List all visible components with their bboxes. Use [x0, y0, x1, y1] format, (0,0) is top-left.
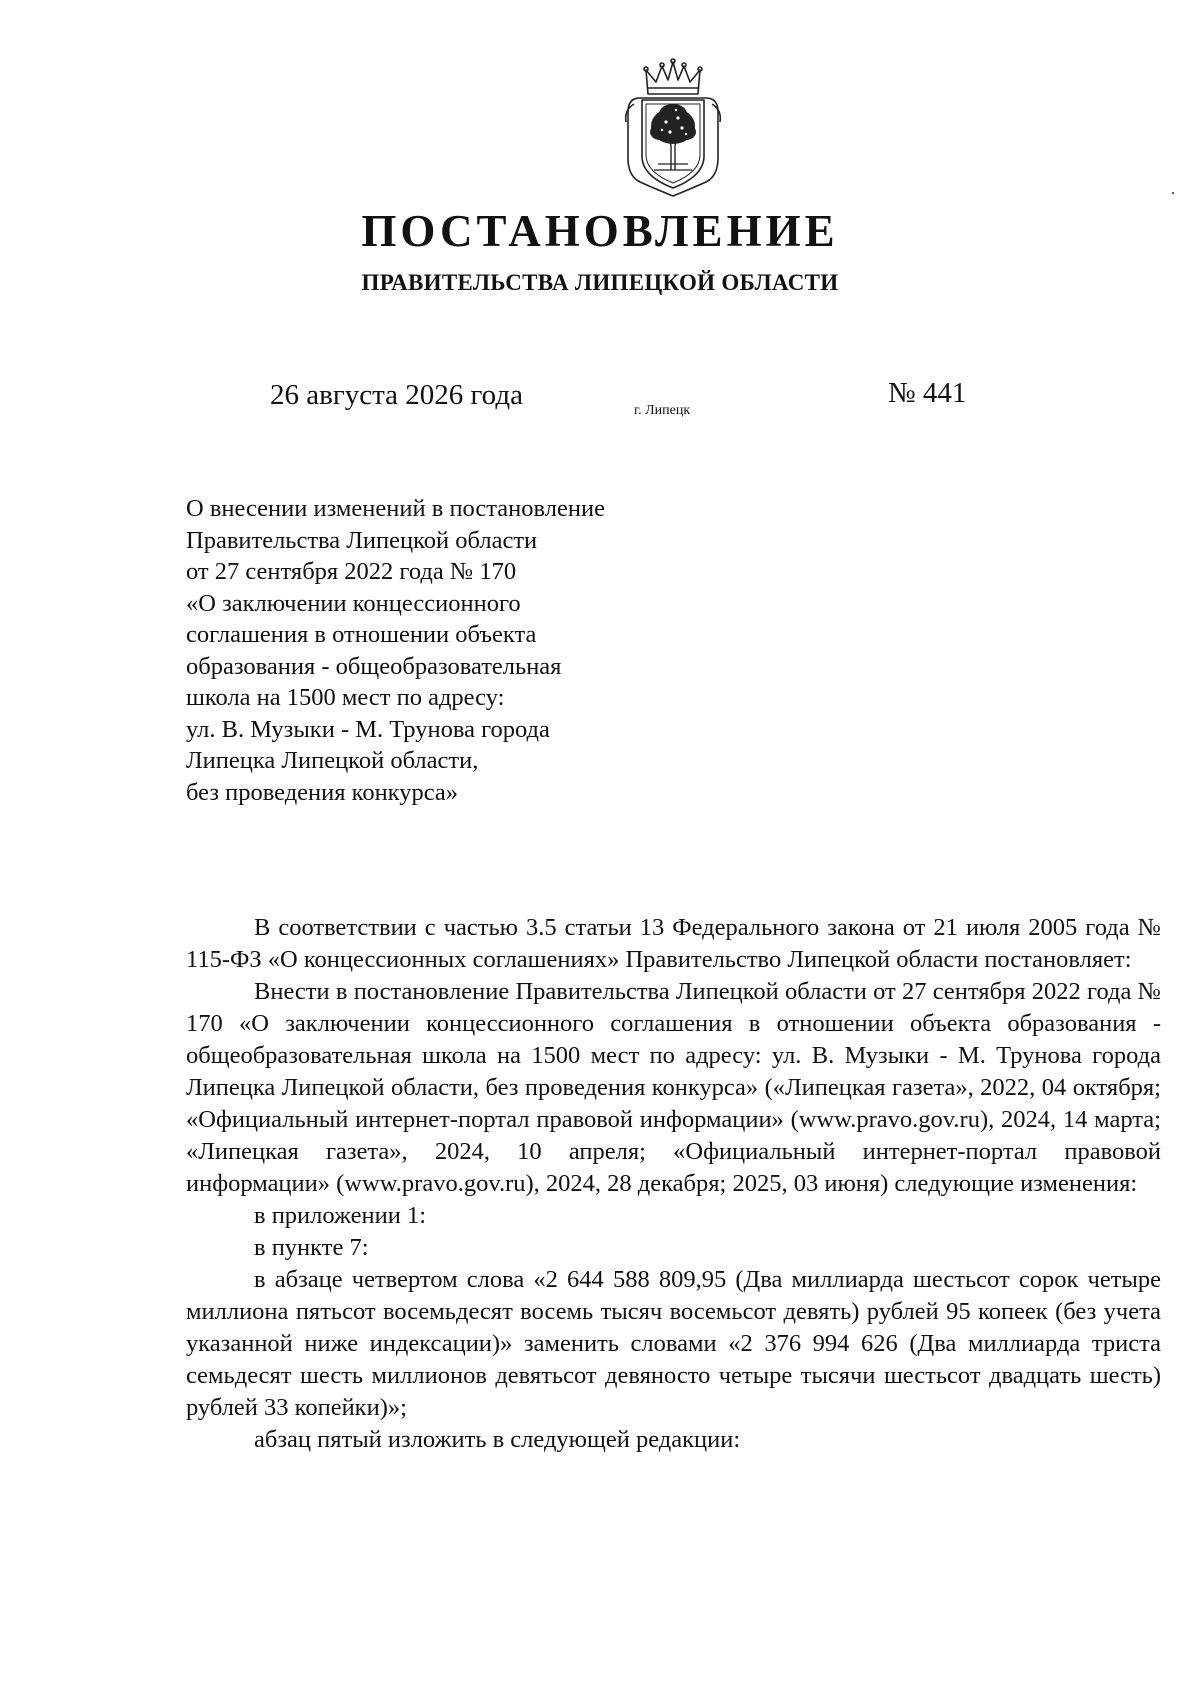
subject-line: от 27 сентября 2022 года № 170: [186, 558, 517, 585]
document-title: ПОСТАНОВЛЕНИЕ: [361, 206, 839, 256]
scan-speck: [1172, 192, 1174, 194]
document-body: [186, 912, 1161, 1456]
coat-of-arms-icon: [618, 58, 728, 200]
subject-line: образования - общеобразовательная: [186, 652, 562, 680]
subject-line: Липецка Липецкой области,: [186, 747, 479, 774]
subject-line: без проведения конкурса»: [186, 778, 459, 806]
subject-line: «О заключении концессионного: [186, 589, 521, 617]
body-paragraph: в абзаце четвертом слова «2 644 588 809,95 (Два миллиарда шестьсот сорок четыре миллиона пятьсот восемьдесят восемь тысяч восемьсот девять) рублей 95 копеек (без учета указанной ниже индексации)» заменить словами «2 376 994 626 (Два миллиарда триста семьдесят шесть миллионов девятьсот девяносто четыре тысячи шестьсот двадцать шесть) рублей 33 копейки)»;: [186, 1266, 1161, 1421]
document-subject: [186, 493, 746, 808]
subject-line: школа на 1500 мест по адресу:: [186, 684, 505, 711]
body-paragraph: абзац пятый изложить в следующей редакции:: [254, 1426, 741, 1453]
body-paragraph: в приложении 1:: [254, 1202, 427, 1229]
subject-line: Правительства Липецкой области: [186, 526, 538, 554]
body-paragraph: Внести в постановление Правительства Липецкой области от 27 сентября 2022 года № 170 «О заключении концессионного соглашения в отношении объекта образования - общеобразовательная школа на 1500 мест по адресу: ул. В. Музыки - М. Трунова города Липецка Липецкой области, без проведения конкурса» («Липецкая газета», 2022, 04 октября; «Официальный интернет-портал правовой информации» (www.pravo.gov.ru), 2024, 14 марта; «Липецкая газета», 2024, 10 апреля; «Официальный интернет-портал правовой информации» (www.pravo.gov.ru), 2024, 28 декабря; 2025, 03 июня) следующие изменения:: [186, 978, 1161, 1197]
subject-line: соглашения в отношении объекта: [186, 621, 537, 648]
body-paragraph: В соответствии с частью 3.5 статьи 13 Федерального закона от 21 июля 2005 года № 115-ФЗ «О концессионных соглашениях» Правительство Липецкой области постановляет:: [186, 914, 1161, 973]
subject-line: О внесении изменений в постановление: [186, 495, 605, 522]
document-date: 26 августа 2026 года: [270, 379, 523, 411]
document-number: № 441: [888, 377, 967, 409]
subject-line: ул. В. Музыки - М. Трунова города: [186, 715, 550, 743]
body-paragraph: в пункте 7:: [254, 1234, 369, 1261]
issuing-authority: ПРАВИТЕЛЬСТВА ЛИПЕЦКОЙ ОБЛАСТИ: [361, 270, 839, 295]
document-city: г. Липецк: [634, 403, 691, 418]
